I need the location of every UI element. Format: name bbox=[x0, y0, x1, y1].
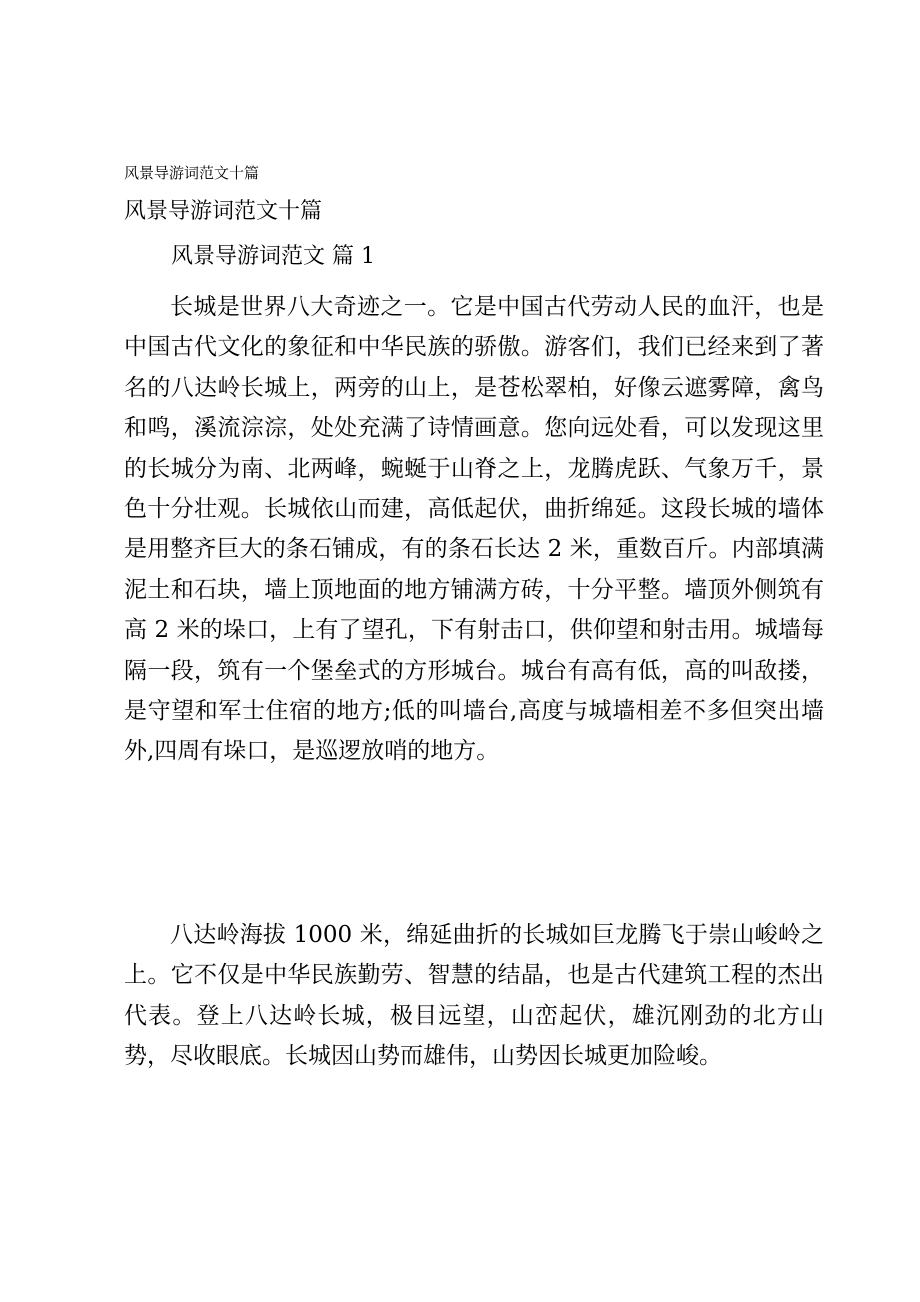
body-paragraph: 八达岭海拔 1000 米，绵延曲折的长城如巨龙腾飞于崇山峻岭之上。它不仅是中华民族勤劳、智慧的结晶，也是古代建筑工程的杰出代表。登上八达岭长城，极目远望，山峦起伏，雄沉刚劲的北方山势，尽收眼底。长城因山势而雄伟，山势因长城更加险峻。 bbox=[124, 922, 824, 1070]
body-paragraph: 长城是世界八大奇迹之一。它是中国古代劳动人民的血汗，也是中国古代文化的象征和中华民族的骄傲。游客们，我们已经来到了著名的八达岭长城上，两旁的山上，是苍松翠柏，好像云遮雾障，禽鸟和鸣，溪流淙淙，处处充满了诗情画意。您向远处看，可以发现这里的长城分为南、北两峰，蜿蜒于山脊之上，龙腾虎跃、气象万千，景色十分壮观。长城依山而建，高低起伏，曲折绵延。这段长城的墙体是用整齐巨大的条石铺成，有的条石长达 2 米，重数百斤。内部填满泥土和石块，墙上顶地面的地方铺满方砖，十分平整。墙顶外侧筑有高 2 米的垛口，上有了望孔，下有射击口，供仰望和射击用。城墙每隔一段，筑有一个堡垒式的方形城台。城台有高有低，高的叫敌搂，是守望和军士住宿的地方;低的叫墙台,高度与城墙相差不多但突出墙外,四周有垛口，是巡逻放哨的地方。 bbox=[124, 294, 824, 765]
document-header-title: 风景导游词范文十篇 bbox=[124, 164, 260, 182]
document-title: 风景导游词范文十篇 bbox=[124, 199, 323, 224]
section-heading: 风景导游词范文 篇 1 bbox=[171, 244, 375, 269]
